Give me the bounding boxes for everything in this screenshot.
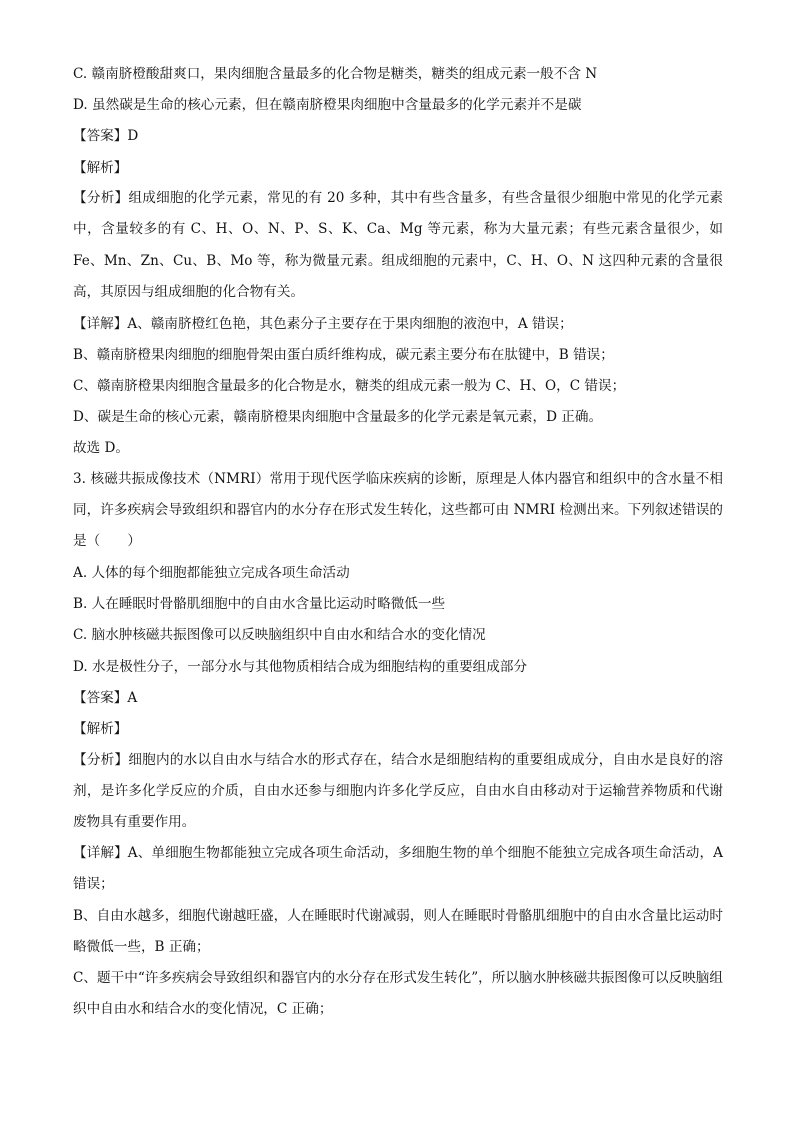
q2-option-d: D. 虽然碳是生命的核心元素，但在赣南脐橙果肉细胞中含量最多的化学元素并不是碳	[73, 97, 582, 114]
q2-analysis-body: 【分析】组成细胞的化学元素，常见的有 20 多种，其中有些含量多，有些含量很少细胞中常见的化学元素中，含量较多的有 C、H、O、N、P、S、K、Ca、Mg 等元素，称为大量元素；有些元素含量很少，如 Fe、Mn、Zn、Cu、B、Mo 等，称为微量元素。组成细胞的元素中，C、H、O、N 这四种元素的含量很高，其原因与组成细胞的化合物有关。	[73, 190, 723, 300]
q3-stem: 3. 核磁共振成像技术（NMRI）常用于现代医学临床疾病的诊断，原理是人体内器官和组织中的含水量不相同，许多疾病会导致组织和器官内的水分存在形式发生转化，这些都可由 NMRI 检测出来。下列叙述错误的是（ ）	[73, 470, 723, 550]
q3-detail-c: C、题干中“许多疾病会导致组织和器官内的水分存在形式发生转化”，所以脑水肿核磁共振图像可以反映脑组织中自由水和结合水的变化情况，C 正确；	[73, 970, 723, 1018]
q3-option-b: B. 人在睡眠时骨骼肌细胞中的自由水含量比运动时略微低一些	[73, 596, 446, 613]
q3-detail-a: 【详解】A、单细胞生物都能独立完成各项生命活动，多细胞生物的单个细胞不能独立完成各项生命活动，A 错误；	[73, 845, 723, 893]
q2-detail-c: C、赣南脐橙果肉细胞含量最多的化合物是水，糖类的组成元素一般为 C、H、O，C 错误；	[73, 377, 626, 394]
q2-conclusion: 故选 D。	[73, 440, 130, 457]
q3-detail-b: B、自由水越多，细胞代谢越旺盛，人在睡眠时代谢减弱，则人在睡眠时骨骼肌细胞中的自由水含量比运动时略微低一些，B 正确；	[73, 907, 723, 955]
q3-option-c: C. 脑水肿核磁共振图像可以反映脑组织中自由水和结合水的变化情况	[73, 627, 486, 644]
q2-answer: 【答案】D	[73, 128, 139, 145]
page-content	[73, 64, 723, 1031]
q3-option-d: D. 水是极性分子，一部分水与其他物质相结合成为细胞结构的重要组成部分	[73, 658, 528, 675]
q2-detail-b: B、赣南脐橙果肉细胞的细胞骨架由蛋白质纤维构成，碳元素主要分布在肽键中，B 错误；	[73, 346, 614, 363]
q2-detail-d: D、碳是生命的核心元素，赣南脐橙果肉细胞中含量最多的化学元素是氧元素，D 正确。	[73, 409, 603, 426]
q2-detail-a: 【详解】A、赣南脐橙红色艳，其色素分子主要存在于果肉细胞的液泡中，A 错误；	[73, 315, 573, 332]
q3-option-a: A. 人体的每个细胞都能独立完成各项生命活动	[73, 565, 350, 582]
q3-answer: 【答案】A	[73, 689, 138, 706]
q3-analysis-heading: 【解析】	[73, 721, 128, 738]
q3-analysis-body: 【分析】细胞内的水以自由水与结合水的形式存在，结合水是细胞结构的重要组成成分，自由水是良好的溶剂，是许多化学反应的介质，自由水还参与细胞内许多化学反应，自由水自由移动对于运输营养物质和代谢废物具有重要作用。	[73, 751, 723, 831]
q2-analysis-heading: 【解析】	[73, 159, 128, 176]
q2-option-c: C. 赣南脐橙酸甜爽口，果肉细胞含量最多的化合物是糖类，糖类的组成元素一般不含 N	[73, 66, 598, 82]
